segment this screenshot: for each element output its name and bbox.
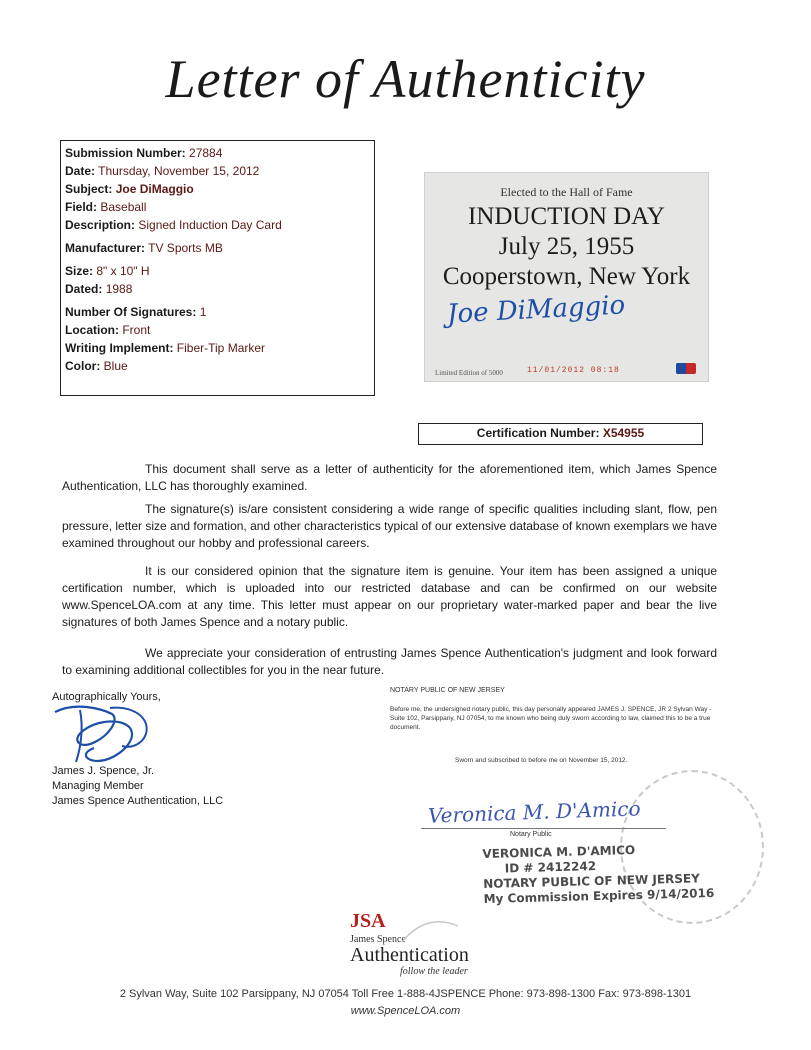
- signer-company: James Spence Authentication, LLC: [52, 795, 224, 807]
- paragraph-4: [62, 645, 717, 679]
- info-value: 27884: [189, 146, 223, 160]
- item-details-box: [60, 140, 375, 396]
- photo-autograph: Joe DiMaggio: [446, 290, 626, 330]
- info-row-date: [65, 162, 370, 180]
- certification-number: X54955: [602, 426, 645, 440]
- paragraph-text: It is our considered opinion that the signature item is genuine. Your item has been assigned a unique certification number, which is uploaded into our restricted database and can be confirmed on our website www.SpenceLOA.com at any time. This letter must appear on our proprietary water-marked paper and bear the live signatures of both James Spence and a notary public.: [62, 564, 717, 629]
- signer-block: [52, 764, 223, 809]
- info-value: Signed Induction Day Card: [138, 218, 282, 232]
- info-row-subject: [65, 180, 370, 198]
- james-spence-signature: [50, 700, 160, 765]
- info-value: Baseball: [100, 200, 147, 214]
- info-label: Manufacturer:: [65, 241, 146, 255]
- info-label: Date:: [65, 164, 96, 178]
- notary-sworn-line: Sworn and subscribed to before me on November 15, 2012.: [455, 757, 628, 764]
- notary-stamp-expiry: My Commission Expires 9/14/2016: [483, 885, 715, 907]
- closing: Autographically Yours,: [52, 691, 161, 703]
- info-value: 1: [199, 305, 207, 319]
- notary-stamp-title: NOTARY PUBLIC OF NEW JERSEY: [483, 871, 701, 892]
- certification-box: [418, 423, 703, 445]
- paragraph-1: [62, 461, 717, 495]
- info-value: 1988: [105, 282, 133, 296]
- info-value: Thursday, November 15, 2012: [98, 164, 260, 178]
- notary-stamp-id: ID # 2412242: [504, 859, 597, 876]
- info-row-field: [65, 198, 370, 216]
- notary-signature-line: [421, 828, 666, 829]
- notary-stamp: [482, 841, 714, 907]
- page-title: Letter of Authenticity: [165, 49, 646, 109]
- info-value: Blue: [103, 359, 128, 373]
- mlb-logo-icon: [676, 363, 696, 374]
- notary-public-label: Notary Public: [510, 831, 552, 838]
- logo-tagline: follow the leader: [400, 966, 468, 977]
- logo-line2: Authentication: [350, 944, 469, 966]
- footer-address: 2 Sylvan Way, Suite 102 Parsippany, NJ 07054 Toll Free 1-888-4JSPENCE Phone: 973-898-1300 Fax: 973-898-1301: [119, 988, 692, 1000]
- info-label: Dated:: [65, 282, 103, 296]
- photo-limited-edition: Limited Edition of 5000: [435, 369, 503, 377]
- jsa-logo: [330, 910, 480, 980]
- paragraph-text: This document shall serve as a letter of authenticity for the aforementioned item, which James Spence Authentication, LLC has thoroughly examined.: [62, 462, 717, 493]
- info-label: Writing Implement:: [65, 341, 174, 355]
- info-row-dated: [65, 280, 370, 298]
- info-label: Location:: [65, 323, 119, 337]
- footer-url: www.SpenceLOA.com: [350, 1005, 461, 1017]
- info-row-size: [65, 262, 370, 280]
- info-row-description: [65, 216, 370, 234]
- photo-elected-text: Elected to the Hall of Fame: [500, 185, 633, 199]
- info-label: Submission Number:: [65, 146, 186, 160]
- photo-location-line: Cooperstown, New York: [442, 263, 691, 290]
- info-label: Size:: [65, 264, 94, 278]
- certification-label: Certification Number:: [476, 426, 600, 440]
- info-label: Number Of Signatures:: [65, 305, 197, 319]
- info-row-color: [65, 357, 370, 375]
- paragraph-2: [62, 501, 717, 552]
- notary-signature: Veronica M. D'Amico: [427, 796, 641, 828]
- info-label: Description:: [65, 218, 136, 232]
- signer-role: Managing Member: [52, 780, 144, 792]
- info-row-signatures: [65, 303, 370, 321]
- info-row-writing-implement: [65, 339, 370, 357]
- info-value: Front: [122, 323, 151, 337]
- info-row-submission: [65, 144, 370, 162]
- info-value: Joe DiMaggio: [115, 182, 194, 196]
- info-row-location: [65, 321, 370, 339]
- notary-heading: NOTARY PUBLIC OF NEW JERSEY: [390, 687, 505, 694]
- logo-swoosh-icon: [400, 916, 460, 946]
- info-value: 8" x 10" H: [96, 264, 150, 278]
- info-row-manufacturer: [65, 239, 370, 257]
- notary-statement: Before me, the undersigned notary public, this day personally appeared JAMES J. SPENCE, JR 2 Sylvan Way - Suite 102, Parsippany, NJ 07054, to me known who being duly sworn according to law, claimed this to be a true document.: [390, 706, 712, 731]
- logo-jsa: JSA: [350, 910, 386, 932]
- logo-line1: James Spence: [350, 934, 406, 945]
- paragraph-text: We appreciate your consideration of entrusting James Spence Authentication's judgment and look forward to examining additional collectibles for you in the near future.: [62, 646, 717, 677]
- paragraph-3: [62, 563, 717, 631]
- item-photo: [424, 172, 709, 382]
- info-label: Color:: [65, 359, 101, 373]
- paragraph-text: The signature(s) is/are consistent considering a wide range of specific qualities including slant, flow, pen pressure, letter size and formation, and other characteristics typical of our extensive database of known exemplars we have examined throughout our hobby and professional careers.: [62, 502, 718, 550]
- info-value: TV Sports MB: [148, 241, 223, 255]
- photo-timestamp: 11/01/2012 08:18: [527, 366, 620, 375]
- info-value: Fiber-Tip Marker: [176, 341, 266, 355]
- info-label: Subject:: [65, 182, 113, 196]
- signer-name: James J. Spence, Jr.: [52, 765, 155, 777]
- notary-stamp-name: VERONICA M. D'AMICO: [482, 843, 636, 862]
- photo-date-line: July 25, 1955: [498, 233, 635, 260]
- photo-headline: INDUCTION DAY: [468, 203, 665, 230]
- info-label: Field:: [65, 200, 97, 214]
